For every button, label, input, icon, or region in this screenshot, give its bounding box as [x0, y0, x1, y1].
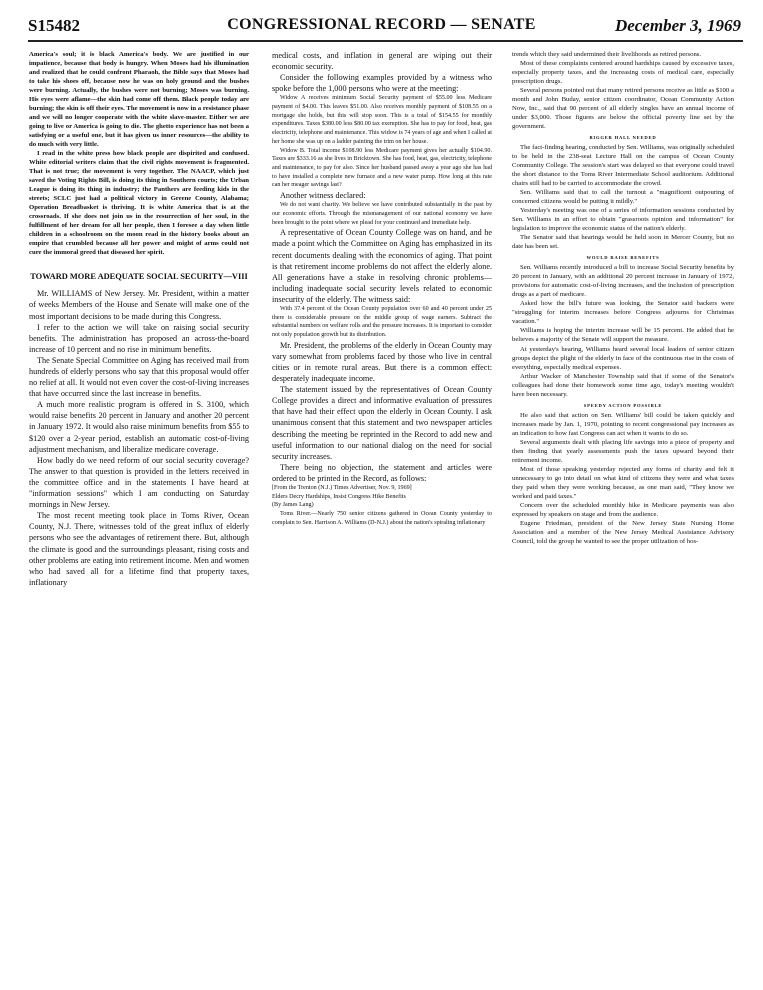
column-left — [29, 50, 249, 588]
paragraph: Another witness declared: — [280, 191, 366, 201]
paragraph: America's soul; it is black America's body. We are justified in our impatience, because that body is hungry. When Moses had his illumination and realized that he could confront Pharaoh, the Bible says that Moses had to take his shoes off, because now he was on holy ground and the bushes were burning. Actually, the bushes were not burning; Moses was burning. His eyes were aflame—the skin had come off them. Black people today are burning; the skin is off their eyes. The movement is now in a resistance phase and we will no longer cooperate with the white slave-master. Either we are going to live or America is going to die. The ghetto experience has not been a satisfying or a useful one, but it has given us inner resources—the ability to do much with very little. — [29, 51, 249, 149]
quoted-paragraph: Widow B. Total income $108.90 less Medicare payment gives her actually $104.90. Taxes are $333.16 as she lives in Bricktown. She has food, heat, gas, electricity, telephone and maintenance, to pay for also. Since her husband passed away a year ago she has had to have installed a complete new furnace and a new water pump. How long at this rate can her meager savings last? — [272, 147, 492, 189]
paragraph: Concern over the scheduled monthly hike in Medicare payments was also expressed by speakers on stage and from the audience. — [512, 501, 734, 518]
paragraph: Eugene Friedman, president of the New Jersey State Nursing Home Association and a member of the New Jersey Medical Assistance Advisory Council, told the group he wanted to see the proper utilization of hos- — [512, 519, 734, 545]
paragraph: Consider the following examples provided by a witness who spoke before the 1,000 persons who were at the meeting: — [272, 73, 492, 94]
section-heading: TOWARD MORE ADEQUATE SOCIAL SECURITY—VIII — [30, 272, 248, 282]
paragraph: Toms River.—Nearly 750 senior citizens gathered in Ocean County yesterday to complain to Sen. Harrison A. Williams (D-N.J.) about the nation's spiraling inflationary — [272, 511, 492, 526]
subheading: BIGGER HALL NEEDED — [589, 135, 657, 141]
paragraph: I refer to the action we will take on raising social security benefits. The administration has proposed an across-the-board increase of 10 percent and no rise in minimum benefits. — [29, 322, 249, 354]
paragraph: medical costs, and inflation in general are wiping out their economic security. — [272, 51, 492, 72]
paragraph: A representative of Ocean County College was on hand, and he made a point which the Committee on Aging has emphasized in its recent documents dealing with the economics of aging. That point is that retirement income problems do not affect the elderly alone. All generations have a stake in resolving chronic problems—including inadequate social security levels related to economic insecurity of the elderly. The witness said: — [272, 228, 492, 304]
paragraph: Sen. Williams recently introduced a bill to increase Social Security benefits by 20 percent in January, with an additional 20 percent increase in January of 1972, provisions for automatic cost-of-living increases, and the inclusion of prescription drugs as a part of medicare. — [512, 264, 734, 299]
running-head: CONGRESSIONAL RECORD — SENATE — [227, 16, 536, 33]
paragraph: The fact-finding hearing, conducted by Sen. Williams, was originally scheduled to be held in the 238-seat Lecture Hall on the campus of Ocean County Community College. The session's start was delayed so that everyone could travel the short distance to the Toms River Intermediate School auditorium. Additional chairs still had to be carried to accommodate the crowd. — [512, 144, 734, 188]
paragraph: Yesterday's meeting was one of a series of information sessions conducted by Sen. Williams in an effort to obtain "grassroots opinion and information" for legislation to improve the economic status of the nation's elderly. — [512, 207, 734, 233]
paragraph: A much more realistic program is offered in S. 3100, which would raise benefits 20 percent in January and another 20 percent in January 1972. It would also raise minimum benefits from $55 to $120 over a 2-year period, establish an automatic cost-of-living adjustment mechanism, and liberalize medicare coverage. — [29, 400, 249, 454]
paragraph: Mr. WILLIAMS of New Jersey. Mr. President, within a matter of weeks Members of the House and Senate will make one of the most important decisions to be made during this Congress. — [29, 289, 249, 321]
quoted-paragraph: With 37.4 percent of the Ocean County population over 60 and 40 percent under 25 there is considerable pressure on the middle group of wage earners. Subtract the substantial numbers on welfare rolls and the pressure increases. It is important to consider not only population growth but its distribution. — [272, 305, 492, 339]
paragraph: Several persons pointed out that many retired persons receive as little as $100 a month and John Buday, senior citizen coordinator, Ocean Community Action Now, Inc., said that 90 percent of all elderly singles have an annual income of under $3,000. Those figures are below the official poverty line set by the government. — [512, 87, 734, 131]
paragraph: Most of those speaking yesterday rejected any forms of charity and felt it unnecessary to go into detail on what kind of citizens they were and what taxes they paid when they were working because, as one man said, "They know we worked and paid taxes." — [512, 465, 734, 500]
paragraph: Sen. Williams said that to call the turnout a "magnificent outpouring of concerned citizens would be putting it mildly." — [512, 189, 734, 206]
paragraph: trends which they said undermined their livelihoods as retired persons. — [512, 51, 702, 58]
paragraph: There being no objection, the statement and articles were ordered to be printed in the Record, as follows: — [272, 462, 492, 483]
paragraph: The Senate Special Committee on Aging has received mail from hundreds of elderly persons who say that this proposal would offer no relief at all. It would not even cover the cost-of-living increases that have occurred since the last increase in benefits. — [29, 355, 249, 399]
subheading: SPEEDY ACTION POSSIBLE — [583, 402, 663, 408]
page-header — [0, 0, 763, 44]
paragraph: How badly do we need reform of our social security coverage? The answer to that question is provided in the letters received in the committee office and in the statements I have heard at "information sessions" which I am conducting on Saturday mornings in New Jersey. — [29, 455, 249, 510]
column-right — [512, 50, 734, 546]
paragraph: I read in the white press how black people are dispirited and confused. White editorial writers claim that the civil rights movement is fragmented. That is not true; the movement is very together. The NAACP, which just saved the Voting Rights Bill, is doing its thing in Southern courts; the Urban League is doing its thing in industry; the Panthers are feeding kids in the streets; SCLC just had a political victory in Greene County, Alabama; Operation Breadbasket is thriving. It is white America that is at the crossroads. If she does not join us in the resurrection of her soul, in the fulfillment of her dream for all her people, then I foresee a day when little children in a schoolroom on the moon read in the history books about an empire that crumbled because all her power and might of arms could not cure the immoral greed that diseased her spirit. — [29, 150, 249, 257]
column-middle — [272, 50, 492, 528]
paragraph: Mr. President, the problems of the elderly in Ocean County may vary somewhat from problems faced by those who live in central cities or in remote rural areas. But there is a common effect: desperately inadequate income. — [272, 340, 492, 384]
byline: (By James Lang) — [272, 502, 314, 509]
issue-date: December 3, 1969 — [614, 16, 741, 35]
subheading: WOULD RAISE BENEFITS — [586, 255, 660, 261]
paragraph: Asked how the bill's future was looking, the Senator said backers were "struggling for interim increases before Congress adjourns for Christmas vacation." — [512, 300, 734, 326]
quoted-paragraph: Widow A receives minimum Social Security payment of $55.00 less Medicare payment of $4.00. This leaves $51.00. Also receives monthly payment of $108.55 on a mortgage she holds, but this will stop soon. This is a total of $154.55 for monthly expenditures. Taxes $380.00 less $80.00 tax exemption. She has to pay for food, heat, gas electricity, telephone and maintenance. This widow is 74 years of age and when I called at her home she was up on a ladder painting the trim on her house. — [272, 95, 492, 145]
paragraph: Most of these complaints centered around hardships caused by excessive taxes, especially property taxes, and the increasing costs of medical care, especially prescription drugs. — [512, 60, 734, 86]
quoted-paragraph: We do not want charity. We believe we have contributed substantially in the past by our economic efforts. Through the mismanagement of our national economy we have been brought to the point where we plead for your continued and immediate help. — [272, 202, 492, 226]
paragraph: At yesterday's hearing, Williams heard several local leaders of senior citizen groups depict the plight of the elderly in face of the continuous rise in the costs of everything, especially medical expenses. — [512, 345, 734, 371]
page-number: S15482 — [28, 16, 80, 35]
paragraph: The statement issued by the representatives of Ocean County College provides a direct and informative evaluation of pressures that have had their effect upon the elderly in Ocean County. I ask unanimous consent that this statement and two newspaper articles describing the meeting be reprinted in the Record to add new and useful information to our national dialog on the need for social security increases. — [272, 385, 492, 461]
paragraph: Williams is hoping the interim increase will be 15 percent. He added that he believes a majority of the Senate will support the measure. — [512, 327, 734, 344]
article-headline: Elders Decry Hardships, Insist Congress Hike Benefits — [272, 493, 406, 500]
header-rule — [28, 40, 743, 42]
paragraph: The most recent meeting took place in Toms River, Ocean County, N.J. There, witnesses told of the great influx of elderly persons who see the advantages of retirement there. But, although the climate is good and the surroundings pleasant, rising costs and other problems are eating into retirement income. Men and women who had saved all for a lifetime find that property taxes, inflationary — [29, 511, 249, 587]
paragraph: The Senator said that hearings would be held soon in Mercer County, but no date has been set. — [512, 234, 734, 251]
paragraph: He also said that action on Sen. Williams' bill could be taken quickly and increases made by Jan. 1, 1970, pointing to recent congressional pay increases as an indication to how fast Congress can act when it wants to do so. — [512, 411, 734, 437]
source-line: [From the Trenton (N.J.) Times Advertiser, Nov. 9, 1969] — [272, 485, 412, 491]
paragraph: Arthur Wacker of Manchester Township said that if some of the Senator's colleagues had done their homework some time ago, today's meeting wouldn't have been necessary. — [512, 372, 734, 398]
paragraph: Several arguments dealt with placing life savings into a piece of property and then finding that yearly assessments push the taxes upward beyond their retirement income. — [512, 438, 734, 464]
